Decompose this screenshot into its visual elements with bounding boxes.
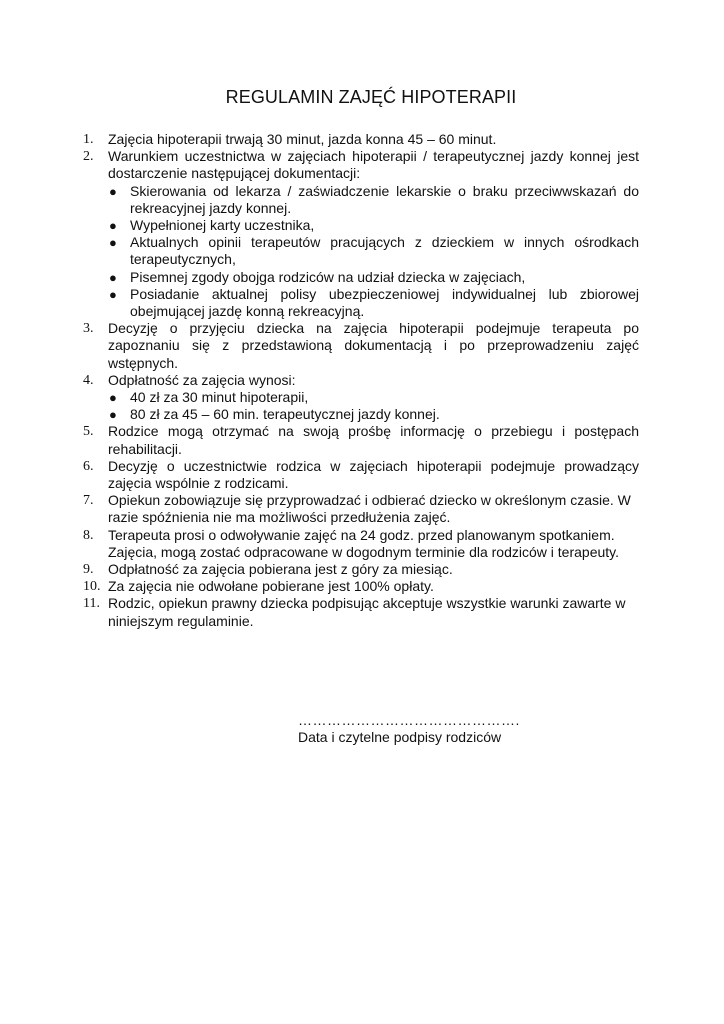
bullet-item	[107, 286, 639, 320]
bullet-item	[107, 406, 639, 423]
rule-body	[108, 148, 639, 320]
bullet-text: Wypełnionej karty uczestnika,	[130, 217, 315, 234]
rule-number: 7.	[83, 493, 94, 509]
bullet-list	[108, 183, 639, 321]
rule-number: 4.	[83, 372, 94, 388]
bullet-icon: ●	[109, 235, 117, 251]
rule-body	[108, 372, 639, 424]
document-title: REGULAMIN ZAJĘĆ HIPOTERAPII	[225, 87, 517, 107]
rule-number: 6.	[83, 458, 94, 474]
signature-line: ……………………………………….	[298, 712, 520, 728]
rule-text: Za zajęcia nie odwołane pobierane jest 100% opłaty.	[108, 578, 434, 595]
rule-item-7	[83, 492, 639, 526]
bullet-icon: ●	[109, 407, 117, 423]
rule-number: 9.	[83, 562, 94, 578]
bullet-item	[107, 269, 639, 286]
rule-item-10	[83, 578, 639, 595]
bullet-icon: ●	[109, 269, 117, 285]
rule-number: 5.	[83, 424, 94, 440]
rules-list	[83, 131, 639, 630]
rule-item-8	[83, 527, 639, 561]
rule-number: 10.	[83, 579, 101, 595]
bullet-item	[107, 217, 639, 234]
bullet-text: Skierowania od lekarza / zaświadczenie lekarskie o braku przeciwwskazań do rekreacyjnej jazdy konnej.	[130, 182, 639, 216]
rule-item-2	[83, 148, 639, 320]
rule-text: Odpłatność za zajęcia pobierana jest z góry za miesiąc.	[108, 561, 453, 578]
rule-text: Zajęcia hipoterapii trwają 30 minut, jazda konna 45 – 60 minut.	[108, 131, 497, 147]
rule-text: Decyzję o przyjęciu dziecka na zajęcia hipoterapii podejmuje terapeuta po zapoznaniu się z przedstawioną dokumentacją i po przeprowadzeniu zajęć wstępnych.	[108, 320, 639, 371]
bullet-list	[108, 389, 639, 423]
bullet-item	[107, 389, 639, 406]
rule-text: Rodzice mogą otrzymać na swoją prośbę informację o przebiegu i postępach rehabilitacji.	[108, 423, 639, 457]
rule-number: 1.	[83, 132, 94, 147]
bullet-item	[107, 234, 639, 268]
rule-item-3	[83, 320, 639, 372]
rule-text: Terapeuta prosi o odwoływanie zajęć na 24 godz. przed planowanym spotkaniem. Zajęcia, mogą zostać odpracowane w dogodnym terminie dla rodziców i terapeuty.	[108, 526, 619, 560]
rule-item-9	[83, 561, 639, 578]
signature-label: Data i czytelne podpisy rodziców	[298, 729, 502, 745]
bullet-text: 40 zł za 30 minut hipoterapii,	[130, 389, 309, 406]
bullet-icon: ●	[109, 183, 117, 199]
signature-block	[298, 712, 528, 746]
rule-number: 8.	[83, 527, 94, 543]
rule-number: 11.	[83, 596, 100, 612]
rule-text: Opiekun zobowiązuje się przyprowadzać i odbierać dziecko w określonym czasie. W razie spóźnienia nie ma możliwości przedłużenia zajęć.	[108, 492, 631, 526]
bullet-text: Aktualnych opinii terapeutów pracujących z dzieckiem w innych ośrodkach terapeutycznych,	[130, 234, 639, 268]
bullet-item	[107, 183, 639, 217]
rule-item-11	[83, 595, 639, 629]
bullet-icon: ●	[109, 286, 117, 302]
rule-text: Rodzic, opiekun prawny dziecka podpisując akceptuje wszystkie warunki zawarte w niniejszym regulaminie.	[108, 595, 626, 629]
rule-text: Warunkiem uczestnictwa w zajęciach hipoterapii / terapeutycznej jazdy konnej jest dostarczenie następującej dokumentacji:	[108, 148, 639, 182]
rule-item-1	[83, 131, 639, 148]
bullet-text: Pisemnej zgody obojga rodziców na udział dziecka w zajęciach,	[130, 268, 526, 285]
rule-item-6	[83, 458, 639, 492]
rule-text: Decyzję o uczestnictwie rodzica w zajęciach hipoterapii podejmuje prowadzący zajęcia wspólnie z rodzicami.	[108, 457, 639, 492]
bullet-text: 80 zł za 45 – 60 min. terapeutycznej jazdy konnej.	[130, 406, 440, 423]
rule-number: 3.	[83, 321, 94, 337]
rule-item-5	[83, 423, 639, 457]
rule-item-4	[83, 372, 639, 424]
bullet-text: Posiadanie aktualnej polisy ubezpieczeniowej indywidualnej lub zbiorowej obejmującej jazdę konną rekreacyjną.	[130, 285, 639, 320]
rule-number: 2.	[83, 149, 94, 165]
bullet-icon: ●	[109, 390, 117, 406]
rule-text: Odpłatność za zajęcia wynosi:	[108, 371, 296, 388]
bullet-icon: ●	[109, 218, 117, 234]
